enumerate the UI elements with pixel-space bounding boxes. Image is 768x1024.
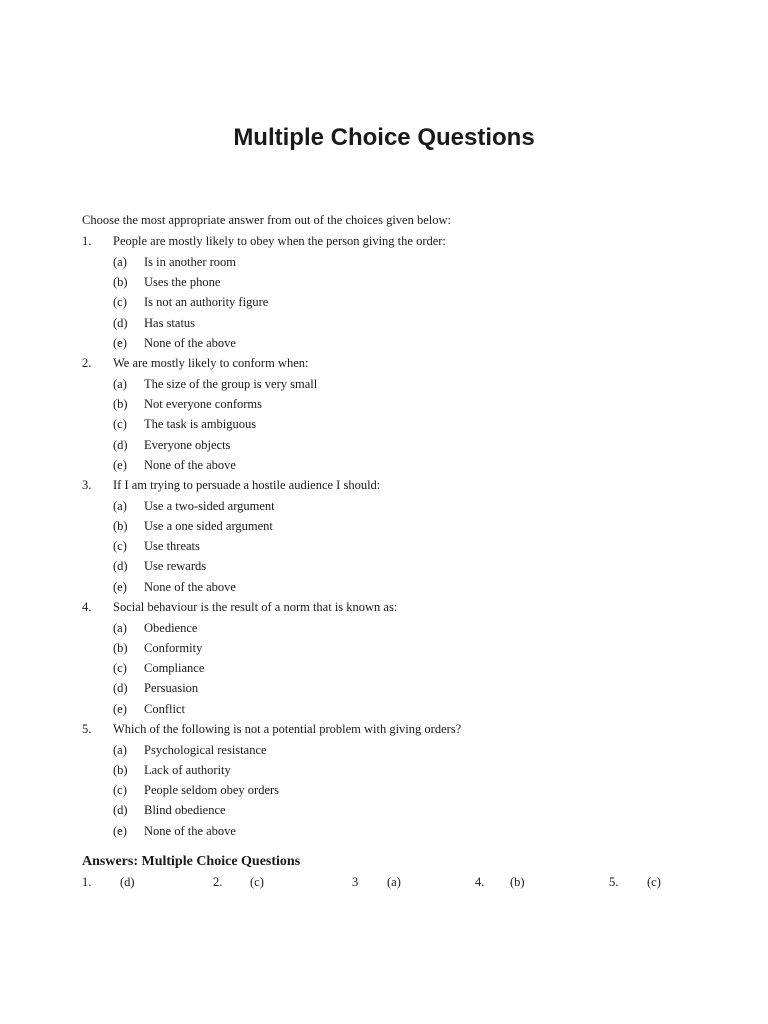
- option-text: The task is ambiguous: [144, 417, 257, 432]
- option-letter: (a): [113, 255, 127, 269]
- question-number: 2.: [82, 355, 92, 370]
- option-text: Use a one sided argument: [144, 519, 273, 534]
- answer-number: 3: [352, 875, 359, 889]
- option-b: [82, 394, 702, 414]
- option-e: [82, 821, 702, 841]
- option-text: Conformity: [144, 641, 203, 655]
- question-number: 1.: [82, 234, 92, 248]
- option-text: Obedience: [144, 620, 198, 635]
- option-text: None of the above: [144, 579, 236, 594]
- option-c: [82, 414, 702, 434]
- answer-value: (c): [250, 875, 264, 889]
- option-a: [82, 740, 702, 760]
- question-4: [82, 597, 702, 719]
- option-letter: (b): [113, 275, 128, 290]
- option-text: Is in another room: [144, 255, 236, 269]
- option-text: Compliance: [144, 661, 205, 676]
- option-letter: (e): [113, 701, 127, 716]
- answer-number: 1.: [82, 875, 92, 889]
- page-title: Multiple Choice Questions: [233, 124, 535, 151]
- option-b: [82, 272, 702, 292]
- option-letter: (b): [113, 762, 128, 777]
- option-letter: (c): [113, 783, 127, 798]
- option-text: Persuasion: [144, 681, 199, 696]
- option-a: [82, 496, 702, 516]
- option-c: [82, 780, 702, 800]
- option-b: [82, 760, 702, 780]
- option-letter: (e): [113, 823, 127, 838]
- option-letter: (d): [113, 315, 128, 330]
- option-letter: (a): [113, 742, 127, 757]
- question-number: 4.: [82, 599, 92, 614]
- option-letter: (e): [113, 335, 127, 350]
- option-c: [82, 536, 702, 556]
- option-text: Blind obedience: [144, 803, 226, 818]
- option-e: [82, 577, 702, 597]
- option-text: Not everyone conforms: [144, 397, 263, 412]
- question-stem: [82, 231, 702, 252]
- answer-number: 4.: [475, 875, 485, 889]
- option-text: Use rewards: [144, 559, 207, 574]
- question-text: Social behaviour is the result of a norm that is known as:: [113, 599, 398, 614]
- option-a: [82, 374, 702, 394]
- question-list: [82, 231, 702, 841]
- option-letter: (e): [113, 457, 127, 472]
- option-e: [82, 455, 702, 475]
- option-text: Use a two-sided argument: [144, 498, 275, 513]
- option-b: [82, 638, 702, 658]
- option-text: Everyone objects: [144, 437, 231, 452]
- option-d: [82, 313, 702, 333]
- answer-value: (c): [647, 875, 661, 889]
- option-letter: (a): [113, 620, 127, 635]
- instructions: Choose the most appropriate answer from out of the choices given below:: [82, 213, 452, 227]
- option-d: [82, 556, 702, 576]
- question-text: We are mostly likely to conform when:: [113, 355, 309, 370]
- question-text: People are mostly likely to obey when the person giving the order:: [113, 234, 446, 248]
- option-a: [82, 618, 702, 638]
- option-c: [82, 658, 702, 678]
- option-letter: (c): [113, 417, 127, 432]
- question-2: [82, 353, 702, 475]
- option-d: [82, 435, 702, 455]
- option-letter: (c): [113, 539, 127, 554]
- question-text: Which of the following is not a potential problem with giving orders?: [113, 721, 462, 736]
- question-number: 5.: [82, 721, 92, 736]
- option-e: [82, 333, 702, 353]
- question-3: [82, 475, 702, 597]
- question-5: [82, 719, 702, 841]
- option-text: The size of the group is very small: [144, 376, 318, 391]
- option-a: [82, 252, 702, 272]
- option-letter: (d): [113, 803, 128, 818]
- option-letter: (b): [113, 519, 128, 534]
- question-number: 3.: [82, 477, 92, 492]
- answer-value: (b): [510, 875, 525, 889]
- answer-number: 2.: [213, 875, 223, 889]
- option-text: Psychological resistance: [144, 742, 267, 757]
- option-letter: (d): [113, 559, 128, 574]
- option-text: Use threats: [144, 539, 200, 554]
- answer-key: [82, 872, 702, 892]
- option-letter: (a): [113, 376, 127, 391]
- answers-heading: Answers: Multiple Choice Questions: [82, 854, 301, 869]
- question-stem: [82, 597, 702, 618]
- question-stem: [82, 353, 702, 374]
- option-letter: (b): [113, 397, 128, 412]
- option-text: Is not an authority figure: [144, 295, 269, 310]
- option-text: None of the above: [144, 457, 236, 472]
- option-letter: (a): [113, 498, 127, 513]
- question-stem: [82, 475, 702, 496]
- option-d: [82, 678, 702, 698]
- question-1: [82, 231, 702, 353]
- option-e: [82, 699, 702, 719]
- answer-number: 5.: [609, 875, 619, 889]
- option-text: None of the above: [144, 335, 236, 350]
- option-text: Uses the phone: [144, 275, 221, 290]
- question-text: If I am trying to persuade a hostile audience I should:: [113, 477, 381, 492]
- option-text: Conflict: [144, 701, 185, 716]
- option-text: Has status: [144, 315, 196, 330]
- option-b: [82, 516, 702, 536]
- option-text: None of the above: [144, 823, 236, 838]
- question-stem: [82, 719, 702, 740]
- option-letter: (d): [113, 437, 128, 452]
- option-letter: (d): [113, 681, 128, 696]
- option-letter: (c): [113, 661, 127, 676]
- answer-value: (d): [120, 875, 135, 889]
- option-letter: (e): [113, 579, 127, 594]
- option-text: People seldom obey orders: [144, 783, 280, 798]
- option-letter: (b): [113, 641, 128, 655]
- answer-value: (a): [387, 875, 401, 889]
- option-d: [82, 800, 702, 820]
- option-text: Lack of authority: [144, 762, 231, 777]
- option-c: [82, 292, 702, 312]
- option-letter: (c): [113, 295, 127, 310]
